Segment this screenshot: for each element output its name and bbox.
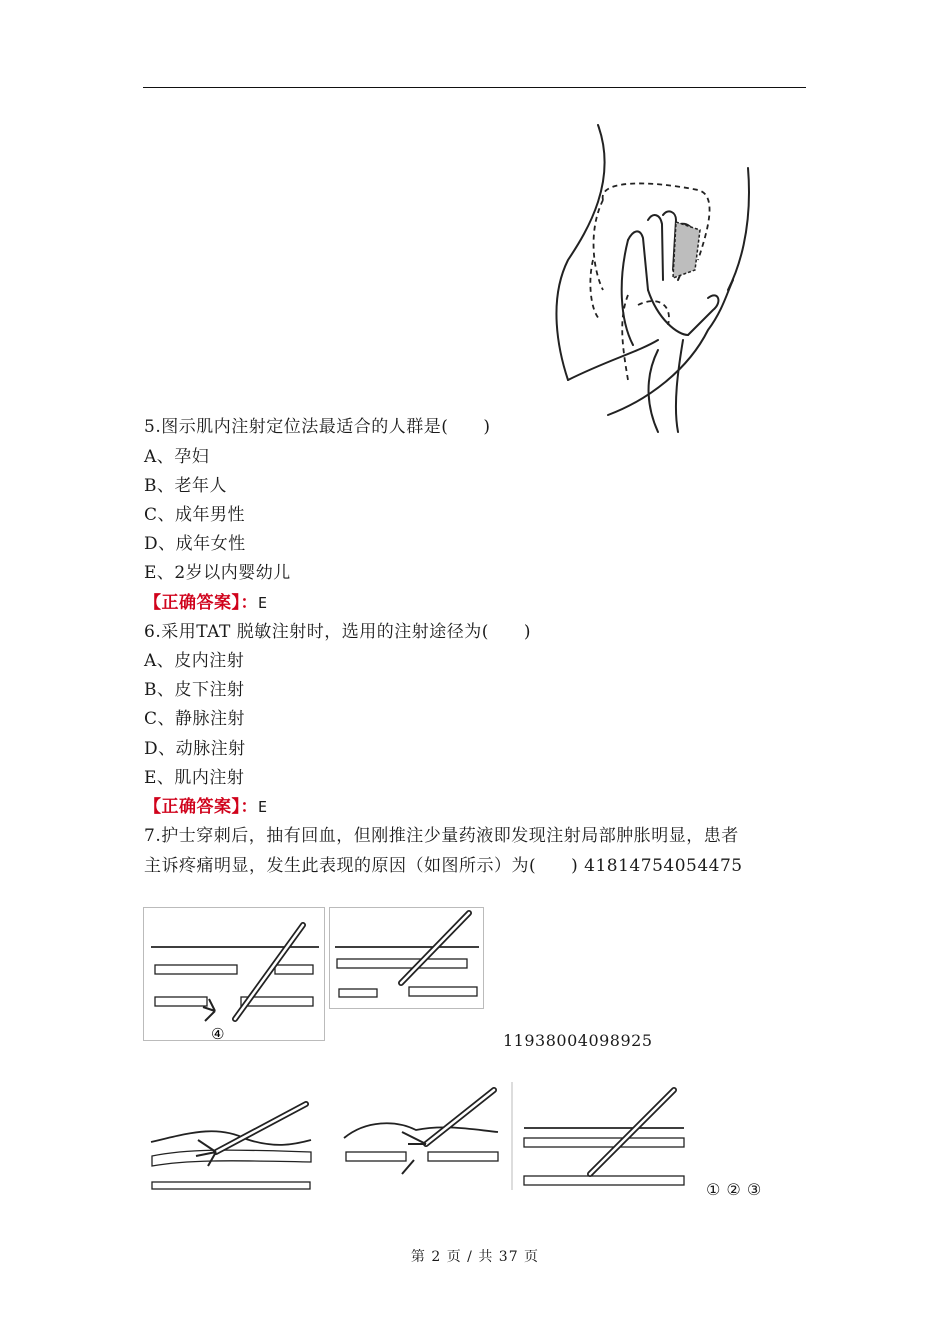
page-footer: 第 2 页 / 共 37 页 <box>410 1249 540 1265</box>
header-rule <box>143 87 806 88</box>
q6-answer <box>144 796 268 818</box>
q6-answer-label: 【正确答案】： <box>144 797 258 817</box>
q7-stem-line2: 主诉疼痛明显，发生此表现的原因（如图所示）为( ) 41814754054475 <box>144 856 743 876</box>
needle-figure-4 <box>143 907 325 1041</box>
figure-label-4: ④ <box>211 1025 225 1041</box>
q5-answer <box>144 592 268 614</box>
q5-answer-label: 【正确答案】： <box>144 593 258 613</box>
q7-stem-line1: 7.护士穿刺后，抽有回血，但刚推注少量药液即发现注射局部肿胀明显，患者 <box>144 826 739 846</box>
q6-option-a: A、皮内注射 <box>144 651 245 671</box>
q6-option-d: D、动脉注射 <box>144 739 246 759</box>
needle-figure-3 <box>510 1080 690 1192</box>
figure-labels-123: ① ② ③ <box>706 1180 762 1199</box>
q6-stem: 6.采用TAT 脱敏注射时，选用的注射途径为( ) <box>144 622 531 642</box>
q5-option-d: D、成年女性 <box>144 534 246 554</box>
q5-option-c: C、成年男性 <box>144 505 246 525</box>
q6-answer-value: E <box>258 798 268 816</box>
figure-caption-1: 11938004098925 <box>503 1031 653 1050</box>
needle-figure-2 <box>336 1080 506 1182</box>
q5-option-b: B、老年人 <box>144 476 227 496</box>
needle-figure-in-vessel <box>329 907 484 1009</box>
q5-option-e: E、2岁以内婴幼儿 <box>144 563 291 583</box>
q6-option-c: C、静脉注射 <box>144 709 246 729</box>
q5-stem: 5.图示肌内注射定位法最适合的人群是( ) <box>144 417 491 437</box>
q5-option-a: A、孕妇 <box>144 447 210 467</box>
needle-figure-1 <box>146 1094 316 1192</box>
injection-site-figure <box>548 120 758 435</box>
q6-option-b: B、皮下注射 <box>144 680 245 700</box>
q5-answer-value: E <box>258 594 268 612</box>
q6-option-e: E、肌内注射 <box>144 768 245 788</box>
